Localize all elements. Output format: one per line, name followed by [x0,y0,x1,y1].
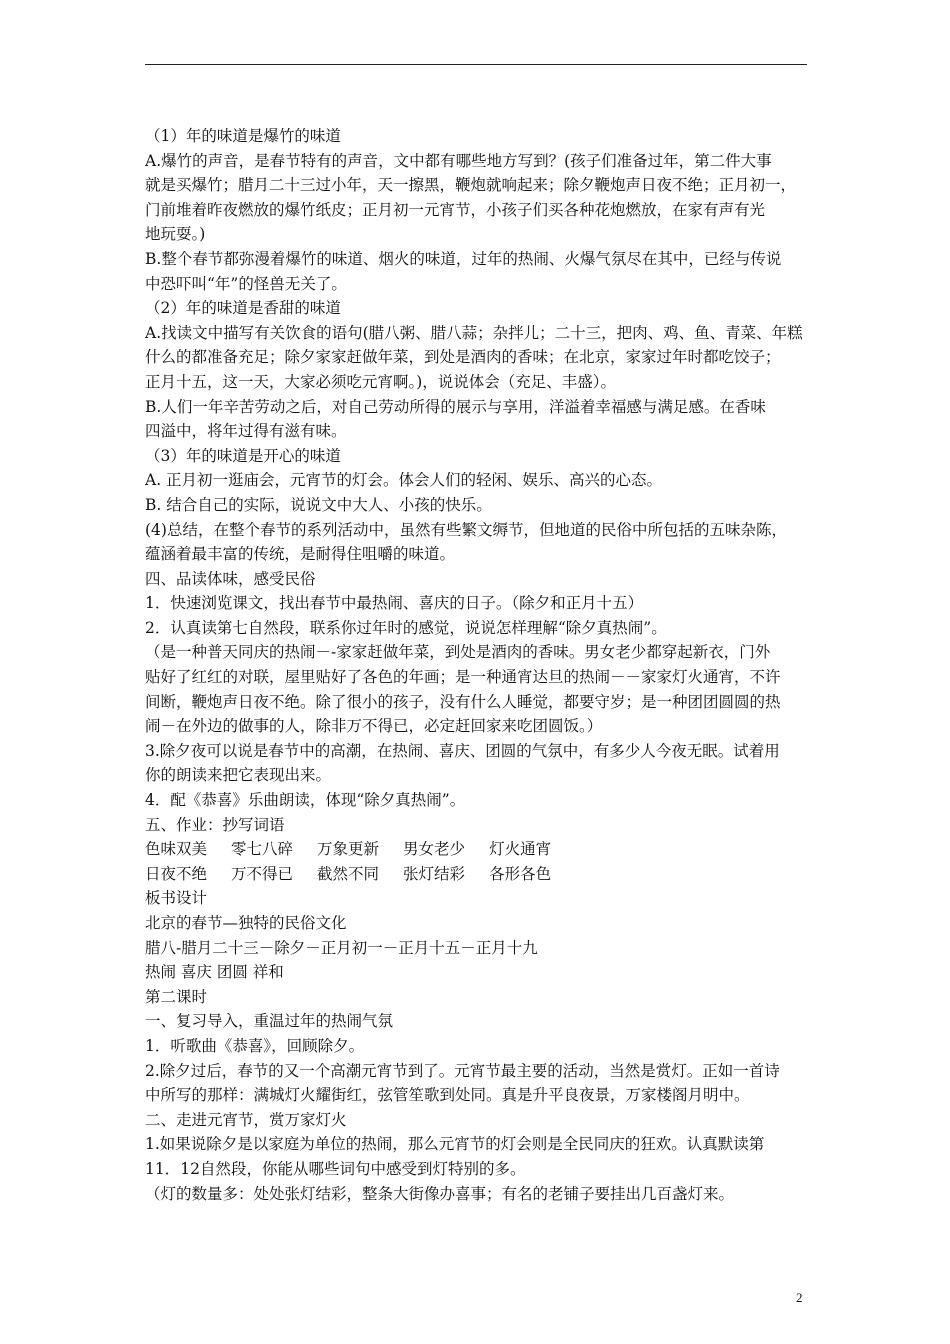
vocab-word: 零七八碎 [231,840,294,859]
text-line: 板书设计 [145,889,208,908]
text-line: 热闹 喜庆 团圆 祥和 [145,963,284,982]
vocab-word: 日夜不绝 [145,864,208,883]
vocab-word: 灯火通宵 [489,840,552,859]
vocab-word: 男女老少 [403,840,466,859]
text-line: （2）年的味道是香甜的味道 [145,299,341,318]
text-line: A. 正月初一逛庙会，元宵节的灯会。体会人们的轻闲、娱乐、高兴的心态。 [145,471,663,490]
text-line: 3.除夕夜可以说是春节中的高潮，在热闹、喜庆、团圆的气氛中，有多少人今夜无眠。试着用 [145,741,780,760]
vocab-word: 各形各色 [489,864,552,883]
text-line: (4)总结，在整个春节的系列活动中，虽然有些繁文缛节，但地道的民俗中所包括的五味杂陈， [145,520,787,539]
text-line: 你的朗读来把它表现出来。 [145,766,332,785]
text-line: （1）年的味道是爆竹的味道 [145,127,341,145]
text-line: 1．快速浏览课文，找出春节中最热闹、喜庆的日子。（除夕和正月十五） [145,594,644,613]
vocab-row-1 [145,837,810,862]
text-line: 11．12自然段，你能从哪些词句中感受到灯特别的多。 [145,1159,526,1178]
text-line: 1.如果说除夕是以家庭为单位的热闹，那么元宵节的灯会则是全民同庆的狂欢。认真默读第 [145,1135,765,1154]
text-line: 2.除夕过后，春节的又一个高潮元宵节到了。元宵节最主要的活动，当然是赏灯。正如一首诗 [145,1061,780,1080]
text-line: 第二课时 [145,987,208,1006]
vocab-word: 万不得已 [231,864,294,883]
page-number: 2 [796,1290,803,1305]
text-line: A.找读文中描写有关饮食的语句(腊八粥、腊八蒜；杂拌儿；二十三，把肉、鸡、鱼、青菜、年糕 [145,323,803,342]
vocab-word: 色味双美 [145,840,208,859]
text-line: （灯的数量多：处处张灯结彩，整条大街像办喜事；有名的老铺子要挂出几百盏灯来。 [145,1184,735,1203]
document-body [145,124,810,1206]
text-line: 4．配《恭喜》乐曲朗读，体现“除夕真热闹”。 [145,791,466,810]
text-line: A.爆竹的声音，是春节特有的声音，文中都有哪些地方写到？(孩子们准备过年，第二件大事 [145,151,772,170]
text-line: 门前堆着昨夜燃放的爆竹纸皮；正月初一元宵节，小孩子们买各种花炮燃放，在家有声有光 [145,200,766,219]
text-line: 闹－在外边的做事的人，除非万不得已，必定赶回家来吃团圆饭。） [145,717,603,736]
text-line: 四、品读体味，感受民俗 [145,569,316,588]
text-line: 一、复习导入，重温过年的热闹气氛 [145,1012,394,1031]
text-line: 贴好了红红的对联，屋里贴好了各色的年画；是一种通宵达旦的热闹－－家家灯火通宵，不许 [145,668,781,687]
text-line: （3）年的味道是开心的味道 [145,446,341,465]
text-line: 2．认真读第七自然段，联系你过年时的感觉，说说怎样理解“除夕真热闹”。 [145,618,667,637]
text-line: 1．听歌曲《恭喜》，回顾除夕。 [145,1036,365,1055]
header-rule [145,64,807,65]
text-line: 间断，鞭炮声日夜不绝。除了很小的孩子，没有什么人睡觉，都要守岁；是一种团团圆圆的热 [145,692,781,711]
text-line: 四溢中，将年过得有滋有味。 [145,422,347,441]
text-line: 正月十五，这一天，大家必须吃元宵啊。)，说说体会（充足、丰盛）。 [145,372,617,391]
text-line: 北京的春节—独特的民俗文化 [145,914,347,932]
text-line: 中恐吓叫“年”的怪兽无关了。 [145,274,347,293]
vocab-word: 万象更新 [317,840,380,859]
text-line: 蕴涵着最丰富的传统，是耐得住咀嚼的味道。 [145,545,456,564]
text-line: 中所写的那样：满城灯火耀街红，弦管笙歌到处同。真是升平良夜景，万家楼阁月明中。 [145,1086,750,1105]
text-line: 什么的都准备充足；除夕家家赶做年菜，到处是酒肉的香味；在北京，家家过年时都吃饺子； [145,348,781,367]
text-line: 就是买爆竹；腊月二十三过小年，天一擦黑，鞭炮就响起来；除夕鞭炮声日夜不绝；正月初一， [145,176,797,195]
text-line: 二、走进元宵节，赏万家灯火 [145,1110,347,1129]
text-line: （是一种普天同庆的热闹－-家家赶做年菜，到处是酒肉的香味。男女老少都穿起新衣，门外 [145,643,771,662]
vocab-row-2 [145,862,810,887]
text-line: B.人们一年辛苦劳动之后，对自己劳动所得的展示与享用，洋溢着幸福感与满足感。在香味 [145,397,766,416]
vocab-word: 张灯结彩 [403,864,466,883]
text-line: 地玩耍。) [145,225,206,244]
text-block-second [145,886,810,1206]
text-line: B. 结合自己的实际，说说文中大人、小孩的快乐。 [145,495,492,514]
vocab-word: 截然不同 [317,864,380,883]
text-line: B.整个春节都弥漫着爆竹的味道、烟火的味道，过年的热闹、火爆气氛尽在其中，已经与传说 [145,249,782,268]
text-line: 五、作业：抄写词语 [145,815,285,834]
text-block-main [145,124,810,837]
text-line: 腊八-腊月二十三－除夕－正月初一－正月十五－正月十九 [145,938,538,957]
